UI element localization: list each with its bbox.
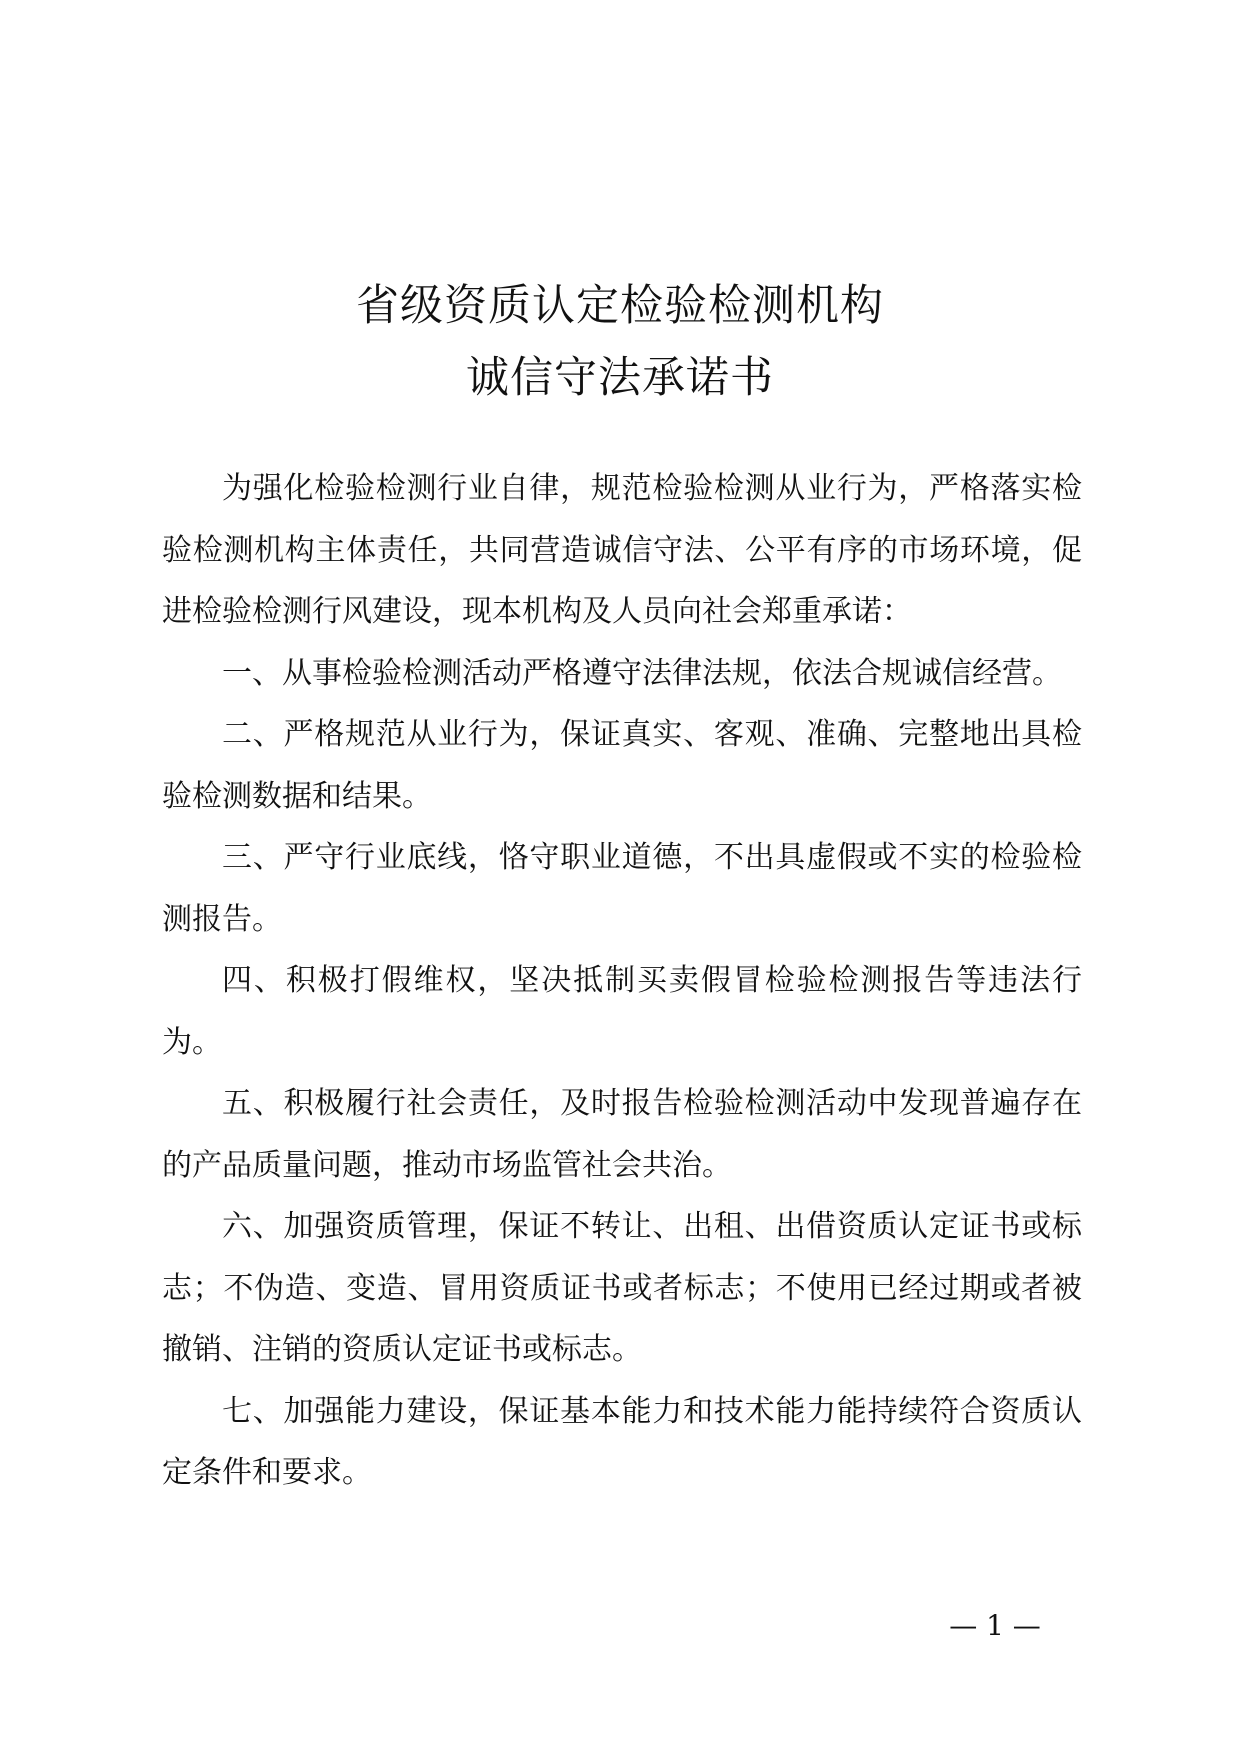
pledge-item-1: 一、从事检验检测活动严格遵守法律法规，依法合规诚信经营。 <box>222 655 1062 691</box>
pledge-item-4: 四、积极打假维权，坚决抵制买卖假冒检验检测报告等违法行为。 <box>162 963 1082 1060</box>
title-line-1: 省级资质认定检验检测机构 <box>356 281 884 331</box>
page-number: — 1 — <box>949 1609 1041 1642</box>
pledge-item-5: 五、积极履行社会责任，及时报告检验检测活动中发现普遍存在的产品质量问题，推动市场监管社会共治。 <box>162 1086 1082 1183</box>
pledge-item-6: 六、加强资质管理，保证不转让、出租、出借资质认定证书或标志；不伪造、变造、冒用资质证书或者标志；不使用已经过期或者被撤销、注销的资质认定证书或标志。 <box>162 1209 1082 1367</box>
intro-paragraph: 为强化检验检测行业自律，规范检验检测从业行为，严格落实检验检测机构主体责任，共同营造诚信守法、公平有序的市场环境，促进检验检测行风建设，现本机构及人员向社会郑重承诺： <box>162 471 1082 629</box>
pledge-item-2: 二、严格规范从业行为，保证真实、客观、准确、完整地出具检验检测数据和结果。 <box>162 717 1082 814</box>
pledge-item-3: 三、严守行业底线，恪守职业道德，不出具虚假或不实的检验检测报告。 <box>162 840 1082 937</box>
title-line-2: 诚信守法承诺书 <box>466 353 774 403</box>
document-title <box>0 270 1240 414</box>
document-body <box>162 458 1082 1504</box>
pledge-item-7: 七、加强能力建设，保证基本能力和技术能力能持续符合资质认定条件和要求。 <box>162 1393 1082 1490</box>
